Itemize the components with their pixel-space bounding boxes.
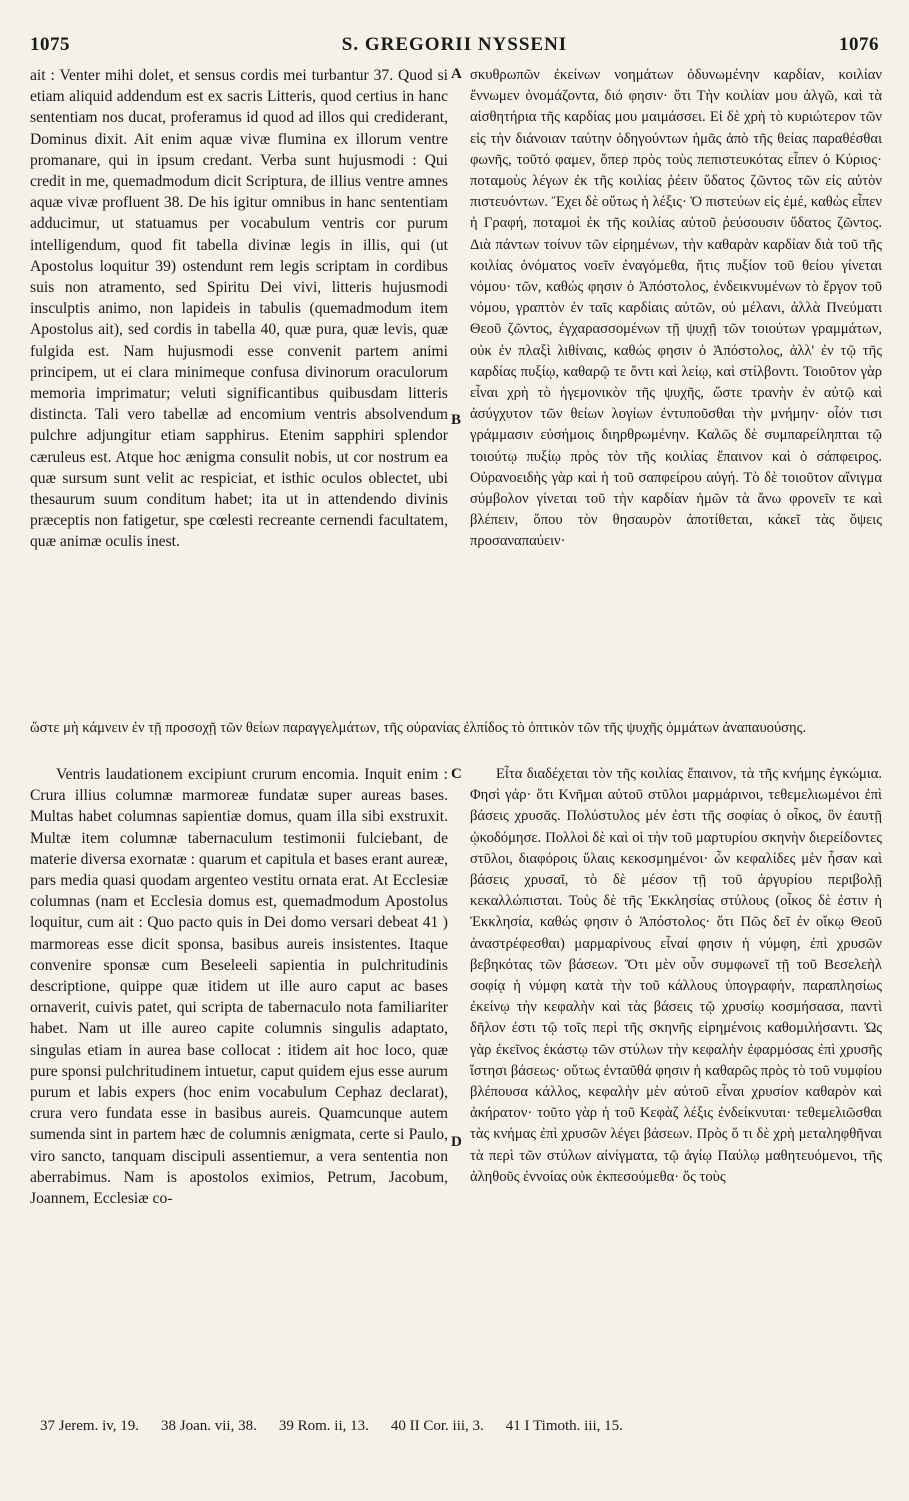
footnote-37: 37 Jerem. iv, 19. xyxy=(40,1418,140,1434)
section-marker-a: A xyxy=(451,66,462,82)
right-page-number: 1076 xyxy=(838,34,879,55)
greek-paragraph-1: σκυθρωπῶν ἐκείνων νοημάτων ὀδυνωμένην καρδίαν, κοιλίαν ἔννωμεν ὀνομάζοντα, διό φησιν· ὅτι Τὴν κοιλίαν μου ἀλγῶ, καὶ τὰ αἰσθητήρια τῆς καρδίας μου μαιμάσσει. Εἰ δὲ χρὴ τὸ κυριώτερον τῶν εἰς τὴν διάνοιαν ταύτην ὁδηγούντων ἡμᾶς ἀπὸ τῆς θείας παραθέσθαι φωνῆς, τοῦτό φαμεν, ὅπερ πρὸς τοὺς πεπιστευκότας εἶπεν ὁ Κύριος· ποταμοὺς λέγων ἐκ τῆς κοιλίας ῥέειν ὕδατος ζῶντος τῶν εἰς αὐτὸν πιστευόντων. Ἔχει δὲ οὕτως ἡ λέξις· Ὁ πιστεύων εἰς ἐμέ, καθὼς εἶπεν ἡ Γραφή, ποταμοὶ ἐκ τῆς κοιλίας αὐτοῦ ῥεύσουσιν ὕδατος ζῶντος. Διὰ πάντων τοίνυν τῶν εἰρημένων, τὴν καθαρὰν καρδίαν διὰ τοῦ τῆς κοιλίας ὀνόματος νοεῖν ἐναγόμεθα, ἥτις πυξίον τοῦ θείου γίνεται νόμου· τῶν, καθώς φησιν ὁ Ἀπόστολος, ἐνδεικνυμένων τὸ ἔργον τοῦ νόμου, γραπτὸν ἐν ταῖς καρδίαις αὐτῶν, οὐ μέλανι, ἀλλὰ Πνεύματι Θεοῦ ζῶντος, ἐγχαρασσομένων τῇ ψυχῇ τῶν τοιούτων γραμμάτων, οὐκ ἐν πλαξὶ λιθίναις, καθώς φησιν ὁ Ἀπόστολος, ἀλλ' ἐν τῷ τῆς καρδίας πυξίῳ, καθαρῷ τε ὄντι καὶ λείῳ, καὶ στίλβοντι. Τοιοῦτον γὰρ εἶναι χρὴ τὸ ἡγεμονικὸν τῆς ψυχῆς, ὥστε τρανὴν ἐν αὐτῷ καὶ ἀσύγχυτον τῶν θείων λογίων ἐντυποῦσθαι τὴν μνήμην· οἷόν τισι γράμμασιν εὐσήμοις διηρθρωμένην. Καλῶς δὲ συμπαρείληπται τῷ τοιούτῳ πυξίῳ πρὸς τὸν τῆς κοιλίας ἔπαινον καὶ ὁ σάπφειρος. Οὐρανοειδὴς γὰρ καὶ ἡ τοῦ σαπφείρου αὐγή. Τὸ δὲ τοιοῦτον αἴνιγμα σύμβολον γίνεται τοῦ τὴν καρδίαν ἡμῶν τὰ ἄνω φρονεῖν τε καὶ βλέπειν, ὅπου τὸν θησαυρὸν ἀποτίθεται, κἀκεῖ τὰς ὄψεις προσαναπαύειν· xyxy=(470,67,882,550)
running-title: S. GREGORII NYSSENI xyxy=(341,34,568,55)
greek-full-width-continuation: ὥστε μὴ κάμνειν ἐν τῇ προσοχῇ τῶν θείων παραγγελμάτων, τῆς οὐρανίας ἐλπίδος τὸ ὀπτικὸν τῶν τῆς ψυχῆς ὀμμάτων ἀναπαυούσης. xyxy=(30,720,807,736)
footnotes xyxy=(40,1418,879,1435)
greek-column-top xyxy=(470,65,882,553)
footnote-38: 38 Joan. vii, 38. xyxy=(161,1418,257,1434)
latin-column-bottom xyxy=(30,764,448,1209)
section-marker-d: D xyxy=(451,1134,462,1150)
greek-column-bottom xyxy=(470,764,882,1188)
latin-paragraph-1: ait : Venter mihi dolet, et sensus cordis mei turbantur 37. Quod si etiam aliquid addendum est ex sacris Litteris, quod certius in hanc sententiam nos ducat, proferamus id quod ad illos qui crediderant, Dominus dixit. Ait enim aquæ vivæ flumina ex illorum ventre promanare, qui in ipsum credant. Verba sunt hujusmodi : Qui credit in me, quemadmodum dicit Scriptura, de illius ventre amnes aquæ vivæ profluent 38. De his igitur omnibus in hanc sententiam adducimur, ut statuamus per vocabulum ventris cor purum intelligendum, quod fit tabella divinæ legis in illis, qui (ut Apostolus loquitur 39) ostendunt rem legis scriptam in cordibus suis non atramento, sed Spiritu Dei vivi, litteris hujusmodi insculptis animo, non lapideis in tabulis (quemadmodum item Apostolus ait), sed cordis in tabella 40, quæ pura, quæ levis, quæ fulgida est. Nam hujusmodi esse convenit partem animi principem, ut ei clara minimeque confusa divinorum oraculorum memoria imprimatur; veluti significantibus quibusdam litteris distincta. Tali vero tabellæ ad encomium ventris absolvendum pulchre adjungitur etiam sapphirus. Etenim sapphiri splendor cæruleus est. Atque hoc ænigma consulit nobis, ut cor nostrum ea quæ sursum sunt velit ac respiciat, et isthic oculos oblectet, ubi thesaurum suum conditum habet; ita ut in attendendo divinis præceptis non fatigetur, spe cœlesti recreante cernendi facultatem, quæ animæ oculis inest. xyxy=(30,67,448,551)
left-page-number: 1075 xyxy=(30,34,70,55)
latin-column-top xyxy=(30,65,448,553)
greek-paragraph-2: Εἶτα διαδέχεται τὸν τῆς κοιλίας ἔπαινον, τὰ τῆς κνήμης ἐγκώμια. Φησὶ γάρ· ὅτι Κνῆμαι αὐτοῦ στῦλοι μαρμάρινοι, τεθεμελιωμένοι ἐπὶ βάσεις χρυσᾶς. Πολύστυλος μέν ἐστι τῆς σοφίας ὁ οἶκος, ὃν ἑαυτῇ ᾠκοδόμησε. Πολλοὶ δὲ καὶ οἱ τὴν τοῦ μαρτυρίου σκηνὴν διερείδοντες στῦλοι, διαφόροις ὕλαις κεκοσμημένοι· ὧν κεφαλίδες μὲν ἦσαν καὶ βάσεις χρυσαῖ, τὸ δὲ μέσον τῇ τοῦ ἀργυρίου περιβολῇ κεκαλλώπισται. Τοὺς δὲ τῆς Ἐκκλησίας στύλους (οἶκος δὲ ἐστιν ἡ Ἐκκλησία, καθώς φησιν ὁ Ἀπόστολος· ὅτι Πῶς δεῖ ἐν οἴκῳ Θεοῦ ἀναστρέφεσθαι) μαρμαρίνους εἶναί φησιν ἡ νύμφη, ἐπὶ χρυσῶν βεβηκότας τῶν βάσεων. Ὅτι μὲν οὖν συμφωνεῖ τῇ τοῦ Βεσελεὴλ σοφίᾳ ἡ νύμφη κατὰ τὴν τοῦ κάλλους ὑπογραφήν, παραπλησίως ἐκείνῳ τὴν κεφαλὴν καὶ τὰς βάσεις τῷ χρυσίῳ κοσμήσασα, παντὶ δῆλον ἐστι τῷ τοῖς περὶ τῆς σκηνῆς εἰρημένοις καθομιλήσαντι. Ὡς γὰρ ἐκεῖνος ἑκάστῳ τῶν στύλων τὴν κεφαλὴν ἐφαρμόσας ἐπὶ χρυσῆς ἵστησι βάσεως· οὕτως ἐνταῦθά φησιν ἡ καθαρῶς πρὸς τὸ τοῦ νυμφίου βλέπουσα κάλλος, κεφαλὴν μὲν αὐτοῦ εἶναι χρυσίον καθαρὸν καὶ ἀκήρατον· τοῦτο γὰρ ἡ τοῦ Κεφὰζ λέξις ἐνδείκνυται· τεθεμελιῶσθαι τὰς κνήμας ἐπὶ χρυσῶν λέγει βάσεων. Πρὸς ὅ τι δὲ χρὴ μεταληφθῆναι τὰ περὶ τῶν στύλων αἰνίγματα, τῷ ἁγίῳ Παύλῳ μαθητευόμενοι, τῆς ἀληθοῦς ἐννοίας οὐκ ἐκπεσούμεθα· ὅς τοὺς xyxy=(470,766,882,1185)
latin-paragraph-2: Ventris laudationem excipiunt crurum encomia. Inquit enim : Crura illius columnæ marmoreæ fundatæ super aureas bases. Multas habet columnas sapientiæ domus, quam illa sibi exstruxit. Multæ item columnæ tabernaculum testimonii fulciebant, de materie diversa exornatæ : quarum et capitula et bases erant aureæ, pars media quasi quodam argenteo vestitu ornata erat. At Ecclesiæ columnas (nam et Ecclesia domus est, quemadmodum Apostolus loquitur, cum ait : Quo pacto quis in Dei domo versari debeat 41 ) marmoreas esse dicit sponsa, basibus aureis insistentes. Itaque convenire sponsæ cum Beseleeli sapientia in pulchritudinis descriptione, quippe quæ itidem ut ille auro caput ac bases ornaverit, cuivis patet, qui scripta de tabernaculo nota familiariter habet. Nam ut ille aureo capite columnis singulis adaptato, singulas etiam in aurea base collocat : itidem ait hoc loco, quæ pure sponsi pulchritudinem intuetur, caput quidem ejus esse aurum purum et labis expers (hoc enim vocabulum Cephaz declarat), crura vero fundata esse in basibus aureis. Quamcunque autem sumenda sint in partem hæc de columnis ænigmata, certe si Paulo, viro sancto, tanquam discipuli assentiemur, a vera sententia non aberrabimus. Nam is apostolos eximios, Petrum, Jacobum, Joannem, Ecclesiæ co- xyxy=(30,766,448,1208)
footnote-40: 40 II Cor. iii, 3. xyxy=(390,1418,484,1434)
footnote-41: 41 I Timoth. iii, 15. xyxy=(505,1418,623,1434)
section-marker-c: C xyxy=(451,766,462,782)
page-header xyxy=(30,30,879,56)
section-marker-b: B xyxy=(451,412,462,428)
footnote-39: 39 Rom. ii, 13. xyxy=(278,1418,369,1434)
